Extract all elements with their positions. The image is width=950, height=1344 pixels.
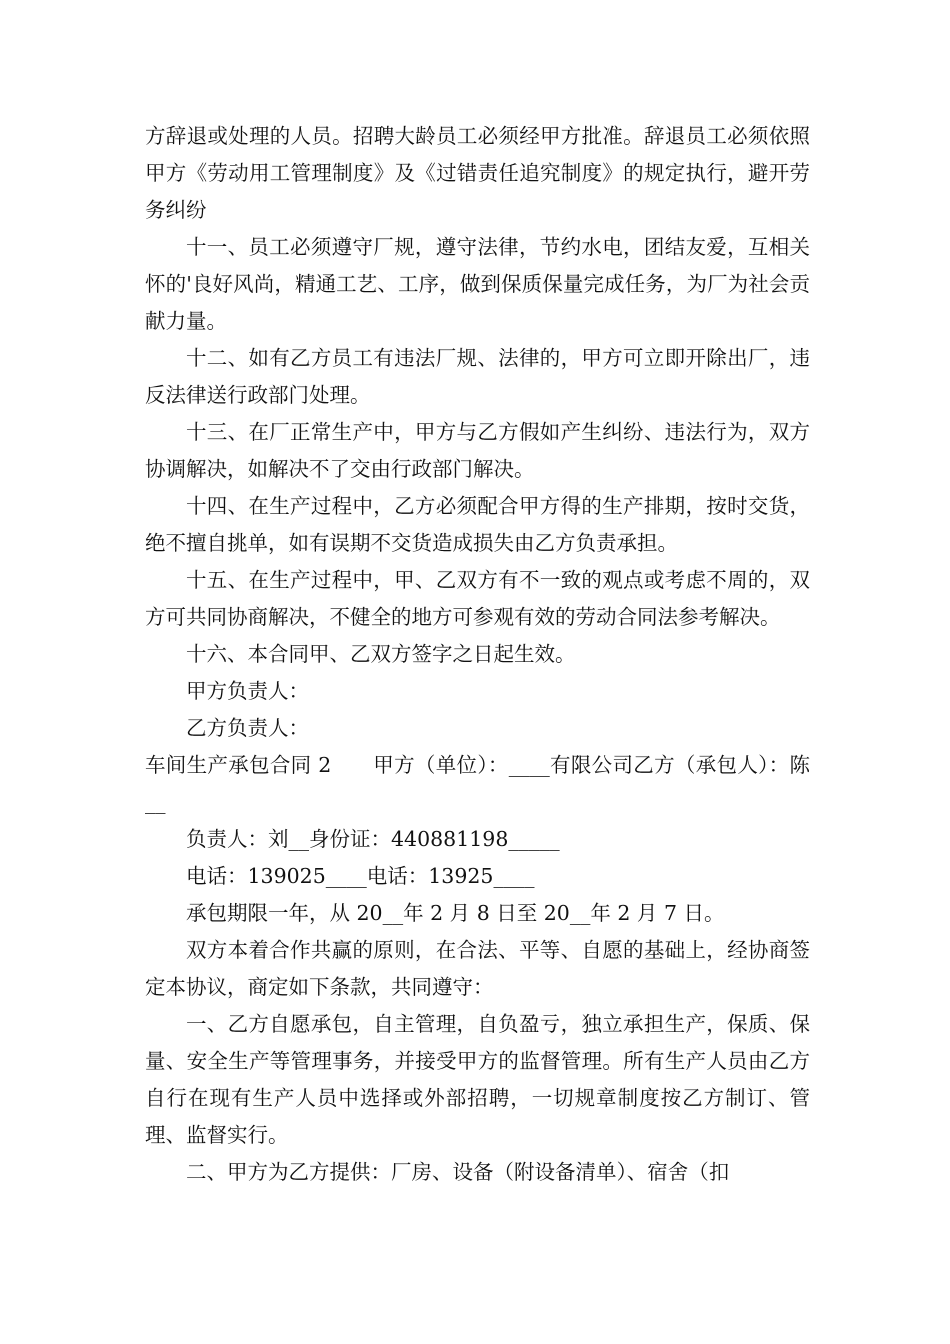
phone-line: 电话：139025____电话：13925____ bbox=[186, 864, 535, 888]
contract-term-line: 承包期限一年，从 20__年 2 月 8 日至 20__年 2 月 7 日。 bbox=[186, 901, 725, 925]
paragraph-article-2: 二、甲方为乙方提供：厂房、设备（附设备清单）、宿舍（扣 bbox=[186, 1160, 730, 1184]
paragraph-clause-16: 十六、本合同甲、乙双方签字之日起生效。 bbox=[186, 642, 576, 666]
paragraph-dismissal-continued: 方辞退或处理的人员。招聘大龄员工必须经甲方批准。辞退员工必须依照甲方《劳动用工管理制度》及《过错责任追究制度》的规定执行，避开劳务纠纷 bbox=[145, 124, 810, 222]
document-page bbox=[145, 118, 810, 1191]
responsible-person-line: 负责人：刘__身份证：440881198_____ bbox=[186, 827, 560, 851]
party-a-signatory: 甲方负责人： bbox=[186, 679, 309, 703]
contract-2-heading: 车间生产承包合同 2 甲方（单位）：____有限公司乙方（承包人）：陈__ bbox=[145, 753, 810, 814]
paragraph-clause-15: 十五、在生产过程中，甲、乙双方有不一致的观点或考虑不周的，双方可共同协商解决，不健全的地方可参观有效的劳动合同法参考解决。 bbox=[145, 568, 810, 629]
paragraph-clause-12: 十二、如有乙方员工有违法厂规、法律的，甲方可立即开除出厂，违反法律送行政部门处理。 bbox=[145, 346, 810, 407]
paragraph-clause-11: 十一、员工必须遵守厂规，遵守法律，节约水电，团结友爱，互相关怀的'良好风尚，精通工艺、工序，做到保质保量完成任务，为厂为社会贡献力量。 bbox=[145, 235, 810, 333]
paragraph-clause-14: 十四、在生产过程中，乙方必须配合甲方得的生产排期，按时交货，绝不擅自挑单，如有误期不交货造成损失由乙方负责承担。 bbox=[145, 494, 810, 555]
paragraph-clause-13: 十三、在厂正常生产中，甲方与乙方假如产生纠纷、违法行为，双方协调解决，如解决不了交由行政部门解决。 bbox=[145, 420, 810, 481]
paragraph-principles: 双方本着合作共赢的原则，在合法、平等、自愿的基础上，经协商签定本协议，商定如下条款，共同遵守： bbox=[145, 938, 810, 999]
party-b-signatory: 乙方负责人： bbox=[186, 716, 309, 740]
paragraph-article-1: 一、乙方自愿承包，自主管理，自负盈亏，独立承担生产，保质、保量、安全生产等管理事务，并接受甲方的监督管理。所有生产人员由乙方自行在现有生产人员中选择或外部招聘，一切规章制度按乙方制订、管理、监督实行。 bbox=[145, 1012, 810, 1147]
